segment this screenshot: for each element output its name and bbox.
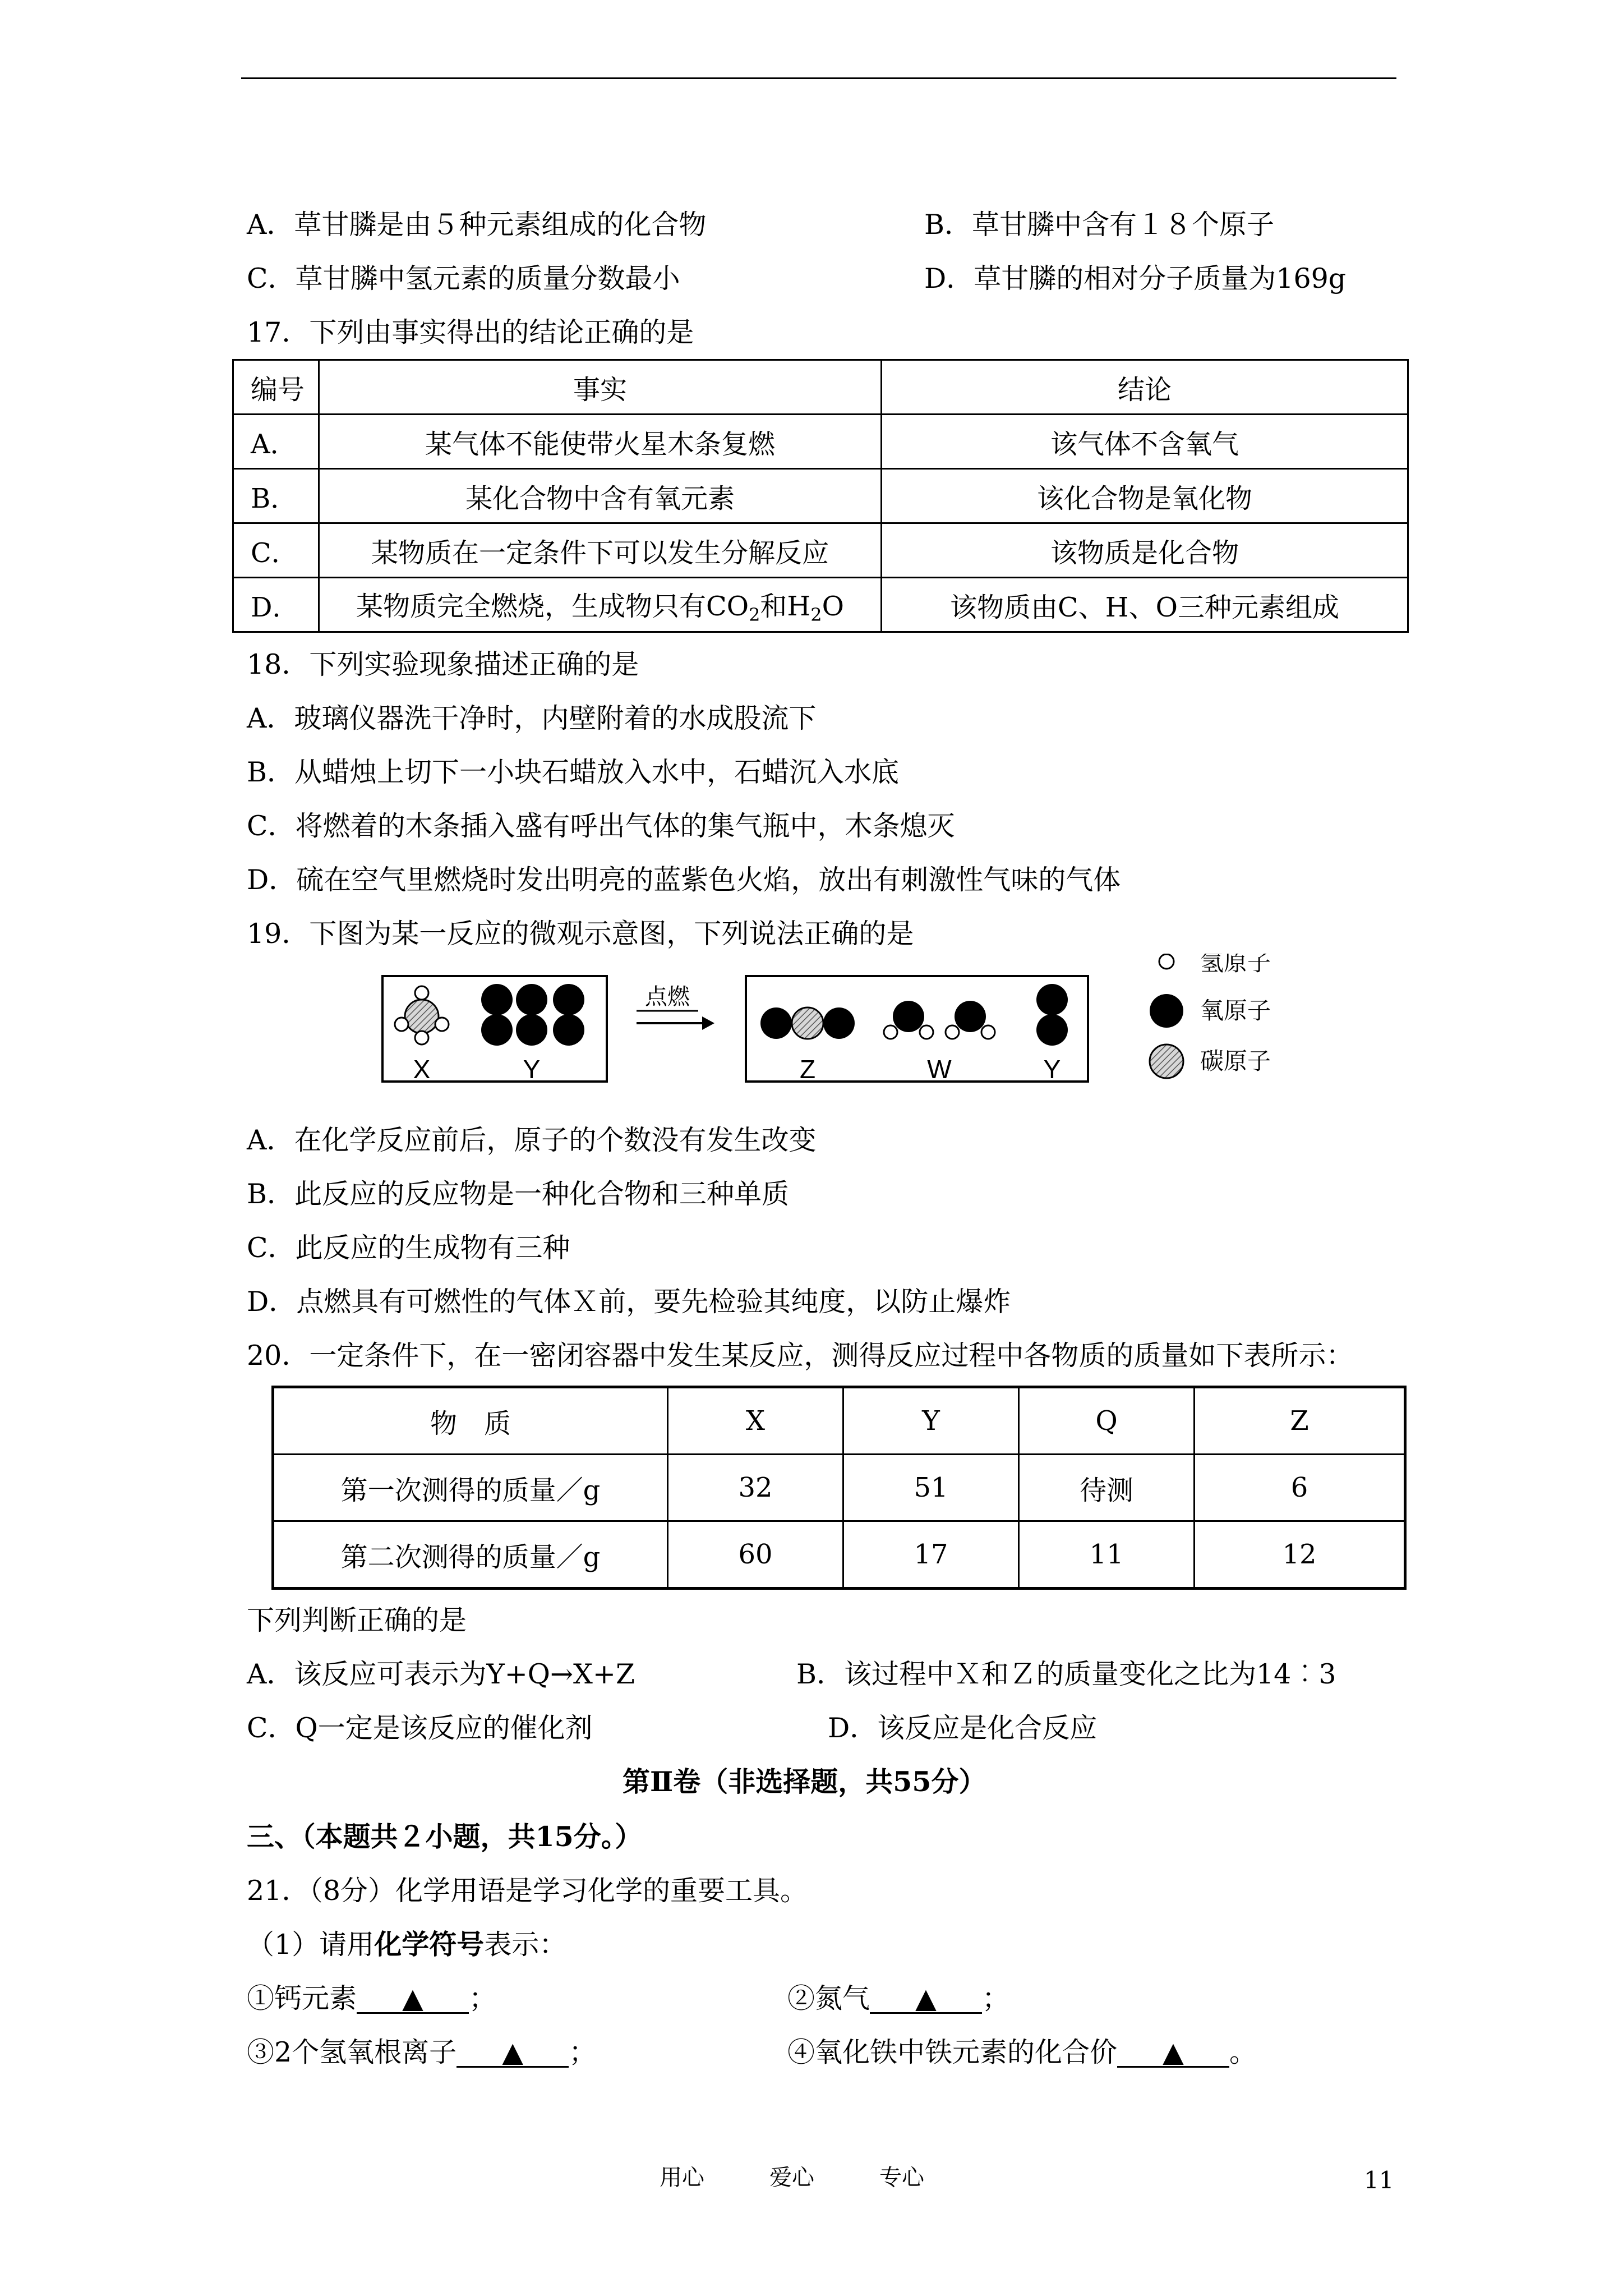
arrow-label: 点燃 — [645, 984, 690, 1010]
table-header-cell: 编号 — [233, 360, 319, 415]
oxygen-atom — [553, 984, 584, 1015]
table-cell: C． — [233, 523, 319, 578]
footer-motto-3: 专心 — [879, 2165, 924, 2191]
hydrogen-atom — [884, 1025, 897, 1039]
q18-option-c: C．将燃着的木条插入盛有呼出气体的集气瓶中，木条熄灭 — [247, 810, 955, 842]
table-cell: 32 — [668, 1455, 843, 1521]
q19-stem: 19．下图为某一反应的微观示意图，下列说法正确的是 — [247, 918, 914, 950]
q16-option-b: B．草甘膦中含有１８个原子 — [924, 209, 1275, 241]
triangle-icon: ▲ — [915, 1982, 937, 2014]
semicolon: ； — [569, 2036, 597, 2068]
q18-stem: 18．下列实验现象描述正确的是 — [247, 648, 639, 680]
table-header-row — [273, 1387, 1405, 1455]
table-header-cell: 物 质 — [273, 1387, 668, 1455]
section3-title: 三、（本题共２小题，共15分。） — [247, 1820, 643, 1853]
table-header-cell: Y — [843, 1387, 1019, 1455]
legend-oxygen-icon — [1150, 994, 1183, 1028]
triangle-icon: ▲ — [1163, 2036, 1184, 2068]
q18-option-b: B．从蜡烛上切下一小块石蜡放入水中，石蜡沉入水底 — [247, 756, 900, 788]
q16-option-a: A．草甘膦是由５种元素组成的化合物 — [247, 209, 707, 241]
legend-oxygen-label: 氧原子 — [1200, 997, 1271, 1024]
table-cell: 11 — [1019, 1521, 1195, 1589]
table-row — [273, 1521, 1405, 1589]
item-label: ②氮气 — [787, 1982, 870, 2014]
legend-hydrogen-icon — [1159, 954, 1174, 969]
q21-item4 — [787, 2036, 1257, 2068]
oxygen-atom — [823, 1007, 855, 1039]
legend-carbon-label: 碳原子 — [1200, 1047, 1271, 1075]
q20-option-a: A．该反应可表示为Y+Q→X+Z — [247, 1658, 635, 1690]
table-cell: 17 — [843, 1521, 1019, 1589]
oxygen-atom — [893, 1001, 924, 1032]
reaction-diagram — [381, 954, 1307, 1088]
semicolon: ； — [982, 1982, 1010, 2014]
table-cell: A． — [233, 415, 319, 469]
q19-option-c: C．此反应的生成物有三种 — [247, 1232, 570, 1264]
q17-table — [232, 359, 1409, 633]
reaction-diagram-svg — [381, 954, 1307, 1088]
q21-stem: 21．（8分）化学用语是学习化学的重要工具。 — [247, 1875, 808, 1907]
table-cell: 第一次测得的质量／g — [273, 1455, 668, 1521]
item-label: ①钙元素 — [247, 1982, 357, 2014]
hydrogen-atom — [981, 1025, 995, 1039]
q20-table — [271, 1386, 1407, 1590]
table-header-cell: 结论 — [882, 360, 1408, 415]
semicolon: ； — [469, 1982, 497, 2014]
q20-option-c: C．Q一定是该反应的催化剂 — [247, 1712, 593, 1744]
footer-motto-2: 爱心 — [769, 2165, 814, 2191]
table-cell: 某物质在一定条件下可以发生分解反应 — [319, 523, 882, 578]
q16-option-c: C．草甘膦中氢元素的质量分数最小 — [247, 263, 680, 295]
label-z: Z — [799, 1055, 816, 1084]
table-header-cell: Z — [1195, 1387, 1405, 1455]
carbon-atom — [792, 1007, 823, 1039]
oxygen-atom — [481, 1014, 513, 1046]
q20-lead: 下列判断正确的是 — [247, 1604, 467, 1636]
oxygen-atom — [516, 1014, 547, 1046]
table-cell: 60 — [668, 1521, 843, 1589]
table-cell: 该化合物是氧化物 — [882, 469, 1408, 523]
q18-option-a: A．玻璃仪器洗干净时，内壁附着的水成股流下 — [247, 702, 817, 734]
subscript: 2 — [810, 604, 822, 625]
table-cell: D． — [233, 578, 319, 632]
oxygen-atom — [760, 1007, 792, 1039]
triangle-icon: ▲ — [402, 1982, 423, 2014]
table-cell: 该物质是化合物 — [882, 523, 1408, 578]
subscript: 2 — [749, 604, 760, 625]
answer-blank[interactable] — [357, 1982, 469, 2014]
q20-option-b: B．该过程中Ｘ和Ｚ的质量变化之比为14︰3 — [796, 1658, 1336, 1690]
answer-blank[interactable] — [870, 1982, 982, 2014]
table-header-cell: X — [668, 1387, 843, 1455]
table-cell: 某气体不能使带火星木条复燃 — [319, 415, 882, 469]
oxygen-atom — [516, 984, 547, 1015]
table-header-cell: Q — [1019, 1387, 1195, 1455]
q17-stem: 17．下列由事实得出的结论正确的是 — [247, 316, 694, 348]
q20-stem: 20．一定条件下，在一密闭容器中发生某反应，测得反应过程中各物质的质量如下表所示： — [247, 1340, 1354, 1372]
sub1-post: 表示： — [484, 1929, 567, 1961]
fact-text: 和H — [760, 590, 811, 622]
header-rule — [241, 77, 1396, 79]
label-y: Y — [1043, 1055, 1061, 1084]
q16-option-d: D．草甘膦的相对分子质量为169g — [924, 263, 1347, 295]
item-label: ④氧化铁中铁元素的化合价 — [787, 2036, 1118, 2068]
oxygen-atom — [553, 1014, 584, 1046]
table-cell: 第二次测得的质量／g — [273, 1521, 668, 1589]
label-y: Y — [523, 1055, 541, 1084]
part2-title: 第Ⅱ卷（非选择题，共55分） — [623, 1765, 986, 1798]
table-row — [233, 469, 1408, 523]
q21-item3 — [247, 2036, 597, 2068]
q20-option-d: D．该反应是化合反应 — [828, 1712, 1098, 1744]
legend-carbon-icon — [1150, 1045, 1183, 1078]
legend-hydrogen-label: 氢原子 — [1200, 954, 1271, 976]
page-number: 11 — [1364, 2166, 1394, 2194]
table-cell: 该物质由C、H、O三种元素组成 — [882, 578, 1408, 632]
q21-item1 — [247, 1982, 497, 2014]
period: 。 — [1229, 2036, 1257, 2068]
hydrogen-atom — [395, 1018, 408, 1031]
arrow-head — [702, 1016, 714, 1030]
triangle-icon: ▲ — [502, 2036, 524, 2068]
fact-text: 某物质完全燃烧，生成物只有CO — [356, 590, 749, 622]
table-row — [233, 578, 1408, 632]
oxygen-atom — [481, 984, 513, 1015]
hydrogen-atom — [415, 1031, 428, 1045]
table-cell: 某化合物中含有氧元素 — [319, 469, 882, 523]
table-cell: 12 — [1195, 1521, 1405, 1589]
hydrogen-atom — [435, 1018, 449, 1031]
table-cell: 51 — [843, 1455, 1019, 1521]
q19-option-b: B．此反应的反应物是一种化合物和三种单质 — [247, 1178, 790, 1210]
table-row — [273, 1455, 1405, 1521]
label-x: X — [413, 1055, 431, 1084]
table-cell: 6 — [1195, 1455, 1405, 1521]
oxygen-atom — [955, 1001, 986, 1032]
item-label: ③2个氢氧根离子 — [247, 2036, 457, 2068]
table-row — [233, 415, 1408, 469]
table-row — [233, 523, 1408, 578]
footer-motto-1: 用心 — [660, 2165, 704, 2191]
label-w: W — [927, 1055, 952, 1084]
answer-blank[interactable] — [457, 2036, 569, 2068]
answer-blank[interactable] — [1117, 2036, 1229, 2068]
q19-option-d: D．点燃具有可燃性的气体Ｘ前，要先检验其纯度，以防止爆炸 — [247, 1286, 1011, 1318]
table-cell: 待测 — [1019, 1455, 1195, 1521]
table-cell: B． — [233, 469, 319, 523]
q18-option-d: D．硫在空气里燃烧时发出明亮的蓝紫色火焰，放出有刺激性气味的气体 — [247, 864, 1121, 896]
q19-option-a: A．在化学反应前后，原子的个数没有发生改变 — [247, 1124, 817, 1156]
sub1-bold: 化学符号 — [374, 1928, 485, 1961]
table-header-row — [233, 360, 1408, 415]
table-cell: 该气体不含氧气 — [882, 415, 1408, 469]
carbon-atom — [405, 1000, 439, 1033]
sub1-pre: （1）请用 — [247, 1929, 375, 1961]
q21-item2 — [787, 1982, 1010, 2014]
q21-sub1 — [247, 1928, 567, 1961]
hydrogen-atom — [920, 1025, 933, 1039]
table-header-cell: 事实 — [319, 360, 882, 415]
hydrogen-atom — [415, 986, 428, 1000]
oxygen-atom — [1036, 984, 1068, 1015]
fact-text: O — [822, 590, 845, 622]
oxygen-atom — [1036, 1014, 1068, 1046]
table-cell — [319, 578, 882, 632]
hydrogen-atom — [946, 1025, 959, 1039]
